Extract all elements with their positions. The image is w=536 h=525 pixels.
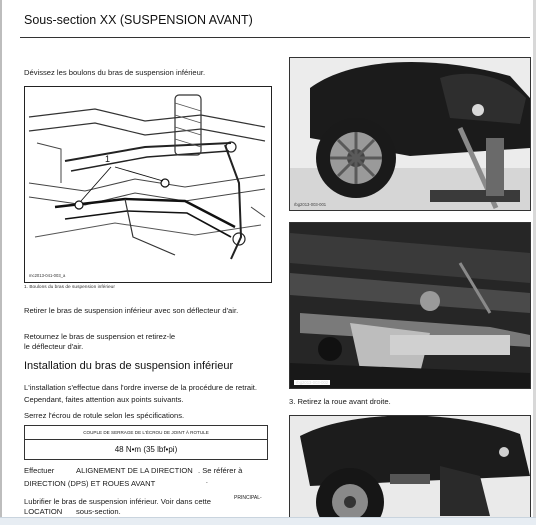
section-title: Sous-section XX (SUSPENSION AVANT) [24, 13, 253, 27]
photo-wheel-removal [289, 415, 531, 522]
photo-underside-jack [289, 222, 531, 389]
return-arm-text-line1: Retournez le bras de suspension et retirez-le [24, 332, 176, 341]
diagram-caption: 1. Boulons du bras de suspension inférieur [24, 285, 115, 290]
perform-word: Effectuer [24, 466, 55, 475]
callout-number: 1 [105, 154, 111, 164]
photo1-code: rbg2013-003-001 [294, 202, 327, 207]
suspension-diagram-drawing [25, 87, 271, 282]
install-heading: Installation du bras de suspension inférieur [24, 360, 234, 372]
refer-text: . Se référer à [198, 466, 243, 475]
torque-spec-value: 48 N•m (35 lbf•pi) [114, 445, 178, 454]
step-unscrew-text: Dévissez les boulons du bras de suspension inférieur. [24, 68, 206, 77]
principal-text: PRINCIPAL- [234, 495, 262, 501]
header-divider [20, 37, 530, 38]
diagram-code: mc2013-041-003_a [29, 273, 66, 278]
suspension-diagram [24, 86, 272, 283]
viewer-bottom-bar [0, 517, 536, 525]
dash-mark: - [206, 480, 208, 486]
location-text: LOCATION [24, 507, 63, 516]
subsection-text: sous-section. [76, 507, 121, 516]
step3-text: 3. Retirez la roue avant droite. [289, 397, 391, 406]
torque-spec-table [24, 425, 268, 460]
photo-underside-jack-drawing [290, 223, 530, 388]
tighten-text: Serrez l'écrou de rotule selon les spécifications. [24, 411, 185, 420]
remove-arm-text: Retirer le bras de suspension inférieur avec son déflecteur d'air. [24, 306, 239, 315]
photo-vehicle-front-drawing [290, 58, 530, 210]
alignment-text: ALIGNEMENT DE LA DIRECTION [76, 466, 193, 475]
photo-vehicle-front [289, 57, 531, 211]
install-text-line1: L'installation s'effectue dans l'ordre inverse de la procédure de retrait. [24, 383, 257, 392]
dps-wheels-text: DIRECTION (DPS) ET ROUES AVANT [24, 479, 156, 488]
lubricate-text: Lubrifier le bras de suspension inférieur. Voir dans cette [24, 497, 211, 506]
photo2-code: rbg2013-003-002 [296, 380, 329, 385]
photo-wheel-removal-drawing [290, 416, 530, 521]
return-arm-text-line2: le déflecteur d'air. [24, 342, 84, 351]
page-left-edge [0, 0, 2, 525]
install-text-line2: Cependant, faites attention aux points suivants. [24, 395, 184, 404]
torque-spec-header: COUPLE DE SERRAGE DE L'ÉCROU DE JOINT À ROTULE [25, 426, 267, 440]
